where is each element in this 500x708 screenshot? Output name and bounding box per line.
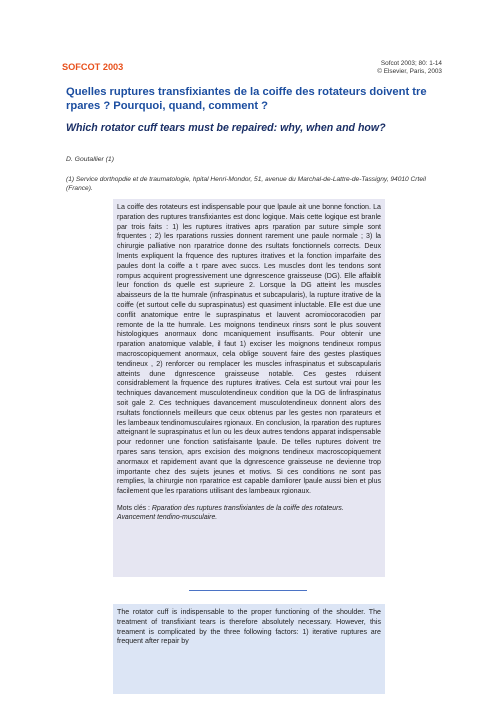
title-english: Which rotator cuff tears must be repaired: why, when and how? bbox=[66, 122, 386, 134]
journal-header bbox=[62, 60, 442, 84]
authors: D. Goutallier (1) bbox=[66, 156, 114, 163]
section-divider bbox=[189, 590, 307, 591]
affiliation: (1) Service dorthopdie et de traumatologie, hpital Henri-Mondor, 51, avenue du Marchal-de-Lattre-de-Tassigny, 94010 Crteil (France). bbox=[66, 176, 426, 192]
keywords-label: Mots clés : bbox=[117, 504, 152, 512]
journal-brand: SOFCOT 2003 bbox=[62, 62, 124, 72]
keywords-text: Rparation des ruptures transfixiantes de la coiffe des rotateurs. Avancement tendino-musculaire. bbox=[117, 504, 344, 521]
abstract-french bbox=[113, 199, 385, 577]
copyright-line: © Elsevier, Paris, 2003 bbox=[377, 68, 442, 76]
abstract-english bbox=[113, 604, 385, 694]
keywords bbox=[117, 504, 381, 522]
title-french: Quelles ruptures transfixiantes de la coiffe des rotateurs doivent tre rpares ? Pourquoi, quand, comment ? bbox=[66, 86, 427, 113]
citation-block bbox=[377, 60, 442, 77]
abstract-french-body: La coiffe des rotateurs est indispensable pour que lpaule ait une bonne fonction. La rparation des ruptures transfixiantes est donc logique. Mais cette logique est branle par trois faits : 1) les ruptures itratives aprs rparation par suture simple sont frquentes ; 2) les rparations russies donnent rarement une paule normale ; 3) la chirurgie palliative non rparatrice donne des rsultats fonctionnels corrects. Deux lments expliquent la frquence des ruptures itratives et la fonction imparfaite des paules dont la coiffe a t rpare avec succs. Les muscles dont les tendons sont rompus acquirent progressivement une dgnrescence graisseuse (DG). Elle affaiblit leur fonction ds quelle est suprieure 2. Lorsque la DG atteint les muscles abaisseurs de la tte humrale (infraspinatus et subcapularis), la rupture itrative de la coiffe (et surtout celle du supraspinatus) est quasiment inluctable. Elle est due une conflit anatomique entre le supraspinatus et lauvent acromiocoracodien par remonte de la tte humrale. Les moignons tendineux rinsrs sont le plus souvent histologiques anormaux donc mcaniquement insuffisants. Pour obtenir une rparation anatomique valable, il faut 1) exciser les moignons tendineux rompus macroscopiquement anormaux, cela oblige souvent faire des gestes plastiques tendineux , 2) renforcer ou remplacer les muscles infraspinatus et subscapularis atteints dune dgnrescence graisseuse notable. Ces gestes rduisent considrablement la frquence des ruptures itratives. Cela est surtout vrai pour les techniques davancement musculotendineux condition que la DG de linfraspinatus soit gale 2. Ces techniques davancement musculotendineux donnent alors des rsultats fonctionnels meilleurs que ceux obtenus par les gestes non rparateurs et les lambeaux tendinomusculaires rgionaux. En conclusion, la rparation des ruptures atteignant le supraspinatus et lun ou les deux autres tendons apparat indispensable pour redonner une fonction satisfaisante lpaule. De telles ruptures doivent tre rpares sans tension, aprs excision des moignons tendineux macroscopiquement anormaux et rapidement avant que la dgnrescence graisseuse ne devienne trop importante chez des sujets jeunes et motivs. Si ces conditions ne sont pas remplies, la chirurgie non rparatrice est capable damliorer lpaule aussi bien et plus facilement que les rparations utilisant des lambeaux rgionaux. bbox=[117, 203, 381, 496]
abstract-english-body: The rotator cuff is indispensable to the proper functioning of the shoulder. The treatment of transfixiant tears is therefore absolutely necessary. However, this treament is complicated by the three following factors: 1) iterative ruptures are frequent after repair by bbox=[117, 608, 381, 646]
citation-line: Sofcot 2003; 80: 1-14 bbox=[380, 60, 442, 67]
